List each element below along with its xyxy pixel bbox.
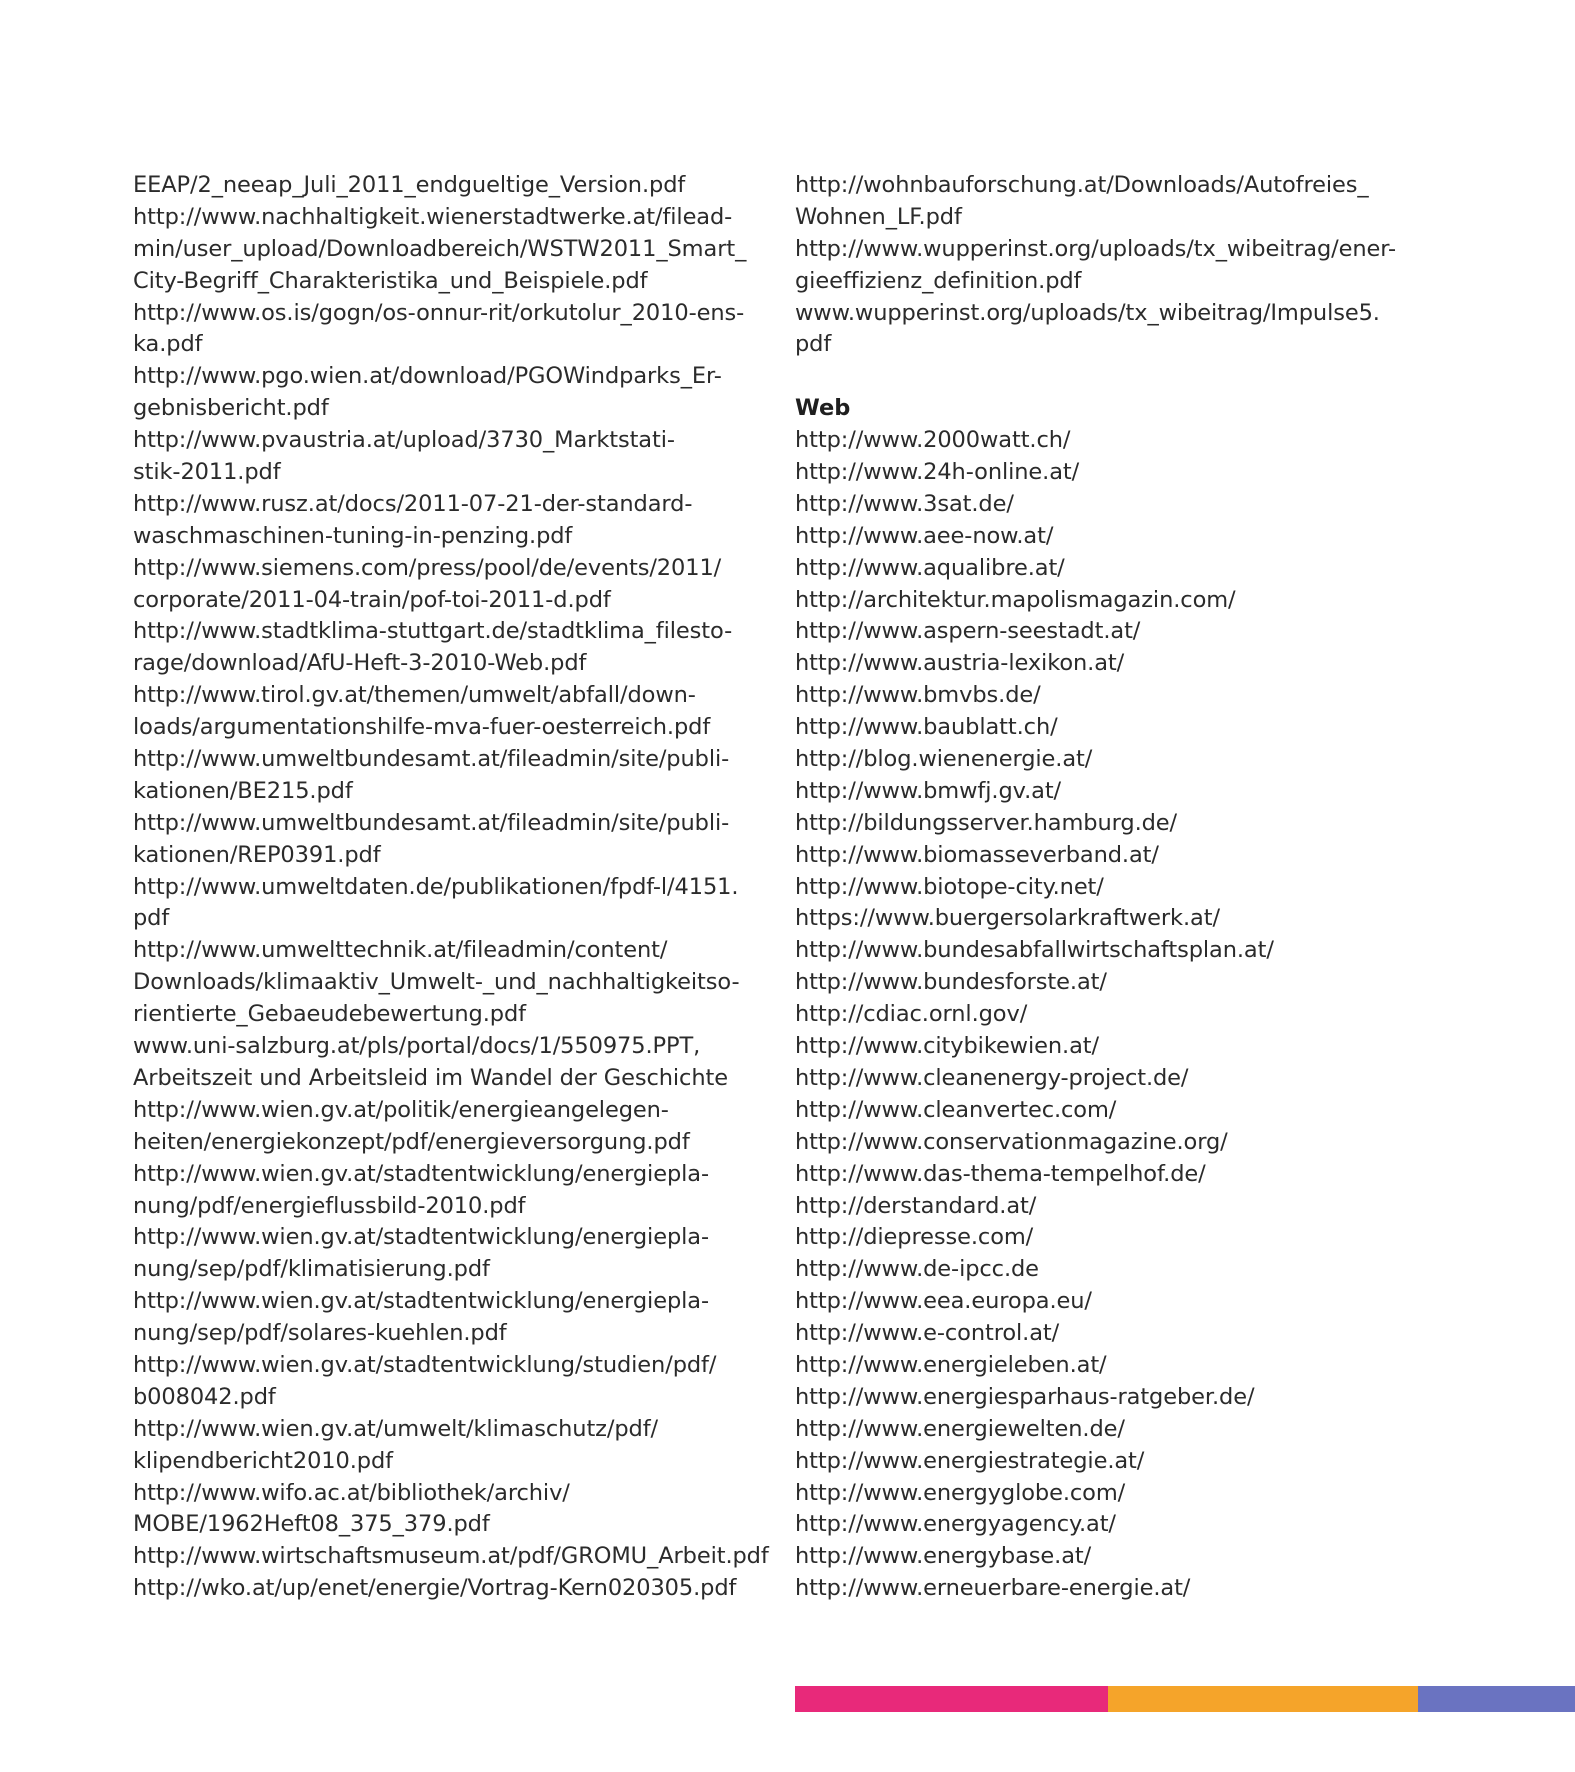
reference-line: http://www.umwelttechnik.at/fileadmin/content/ <box>133 937 668 964</box>
web-link[interactable]: http://derstandard.at/ <box>795 1192 1037 1219</box>
reference-line: kationen/REP0391.pdf <box>133 841 381 868</box>
reference-line: klipendbericht2010.pdf <box>133 1447 393 1474</box>
web-link[interactable]: http://www.biomasseverband.at/ <box>795 841 1159 868</box>
reference-line: rage/download/AfU-Heft-3-2010-Web.pdf <box>133 650 587 677</box>
web-link[interactable]: http://www.baublatt.ch/ <box>795 714 1058 741</box>
reference-line: MOBE/1962Heft08_375_379.pdf <box>133 1511 490 1538</box>
reference-line: http://www.umweltbundesamt.at/fileadmin/site/publi- <box>133 746 730 773</box>
reference-line: http://www.pgo.wien.at/download/PGOWindparks_Er- <box>133 363 722 390</box>
reference-line: http://www.umweltbundesamt.at/fileadmin/site/publi- <box>133 809 730 836</box>
web-link[interactable]: http://www.aspern-seestadt.at/ <box>795 618 1141 645</box>
web-link[interactable]: http://www.energieleben.at/ <box>795 1351 1107 1378</box>
reference-line: nung/sep/pdf/solares-kuehlen.pdf <box>133 1320 507 1347</box>
reference-line: nung/pdf/energieflussbild-2010.pdf <box>133 1192 526 1219</box>
reference-line: kationen/BE215.pdf <box>133 777 353 804</box>
web-link[interactable]: http://www.e-control.at/ <box>795 1320 1060 1347</box>
reference-line: stik-2011.pdf <box>133 459 281 486</box>
reference-line: www.wupperinst.org/uploads/tx_wibeitrag/Impulse5. <box>795 299 1380 326</box>
reference-line: EEAP/2_neeap_Juli_2011_endgueltige_Version.pdf <box>133 172 686 198</box>
reference-line: loads/argumentationshilfe-mva-fuer-oesterreich.pdf <box>133 714 711 741</box>
reference-line: http://www.siemens.com/press/pool/de/events/2011/ <box>133 554 722 581</box>
reference-line: http://www.wien.gv.at/stadtentwicklung/studien/pdf/ <box>133 1351 717 1378</box>
footer-bar-orange <box>1108 1686 1418 1712</box>
reference-line: nung/sep/pdf/klimatisierung.pdf <box>133 1256 490 1283</box>
reference-line: pdf <box>133 905 170 932</box>
web-link[interactable]: https://www.buergersolarkraftwerk.at/ <box>795 905 1220 932</box>
reference-line: http://www.wien.gv.at/stadtentwicklung/energiepla- <box>133 1160 709 1187</box>
web-link[interactable]: http://www.bundesabfallwirtschaftsplan.at/ <box>795 937 1274 964</box>
web-link[interactable]: http://www.bundesforste.at/ <box>795 969 1107 996</box>
web-link[interactable]: http://cdiac.ornl.gov/ <box>795 1001 1028 1028</box>
web-link[interactable]: http://www.energybase.at/ <box>795 1543 1092 1570</box>
web-link[interactable]: http://www.austria-lexikon.at/ <box>795 650 1125 677</box>
reference-line: gieeffizienz_definition.pdf <box>795 267 1082 294</box>
reference-line: http://www.wien.gv.at/politik/energieangelegen- <box>133 1096 669 1123</box>
reference-line: http://www.os.is/gogn/os-onnur-rit/orkutolur_2010-ens- <box>133 299 745 326</box>
reference-line: http://www.wien.gv.at/stadtentwicklung/energiepla- <box>133 1224 709 1251</box>
web-link[interactable]: http://blog.wienenergie.at/ <box>795 746 1093 773</box>
web-link[interactable]: http://www.citybikewien.at/ <box>795 1033 1099 1060</box>
reference-column-right <box>795 170 1495 1605</box>
reference-line: corporate/2011-04-train/pof-toi-2011-d.pdf <box>133 586 611 613</box>
web-link[interactable]: http://www.energyglobe.com/ <box>795 1479 1126 1506</box>
web-link[interactable]: http://www.energiesparhaus-ratgeber.de/ <box>795 1383 1255 1410</box>
reference-line: http://wohnbauforschung.at/Downloads/Autofreies_ <box>795 172 1369 198</box>
web-link[interactable]: http://architektur.mapolismagazin.com/ <box>795 586 1236 613</box>
reference-line: http://www.tirol.gv.at/themen/umwelt/abfall/down- <box>133 682 696 709</box>
reference-line: Arbeitszeit und Arbeitsleid im Wandel der Geschichte <box>133 1064 728 1091</box>
reference-line: http://www.wien.gv.at/umwelt/klimaschutz/pdf/ <box>133 1415 659 1442</box>
web-link[interactable]: http://bildungsserver.hamburg.de/ <box>795 809 1178 836</box>
web-link[interactable]: http://www.energiewelten.de/ <box>795 1415 1125 1442</box>
web-link[interactable]: http://www.de-ipcc.de <box>795 1256 1039 1283</box>
reference-line: ka.pdf <box>133 331 203 358</box>
reference-line: City-Begriff_Charakteristika_und_Beispiele.pdf <box>133 267 648 294</box>
web-link[interactable]: http://www.2000watt.ch/ <box>795 427 1071 454</box>
reference-line: rientierte_Gebaeudebewertung.pdf <box>133 1001 526 1028</box>
web-link-list <box>795 425 1495 1605</box>
web-link[interactable]: http://www.3sat.de/ <box>795 490 1014 517</box>
web-link[interactable]: http://www.biotope-city.net/ <box>795 873 1104 900</box>
reference-line: Downloads/klimaaktiv_Umwelt-_und_nachhaltigkeitso- <box>133 969 740 996</box>
reference-line: http://www.wirtschaftsmuseum.at/pdf/GROMU_Arbeit.pdf <box>133 1543 769 1570</box>
reference-line: b008042.pdf <box>133 1383 276 1410</box>
reference-line: http://wko.at/up/enet/energie/Vortrag-Kern020305.pdf <box>133 1575 737 1602</box>
reference-line: gebnisbericht.pdf <box>133 395 329 422</box>
web-link[interactable]: http://www.energiestrategie.at/ <box>795 1447 1145 1474</box>
reference-line: heiten/energiekonzept/pdf/energieversorgung.pdf <box>133 1128 690 1155</box>
reference-line: Wohnen_LF.pdf <box>795 203 962 230</box>
reference-line: www.uni-salzburg.at/pls/portal/docs/1/550975.PPT, <box>133 1033 701 1060</box>
reference-line: http://www.umweltdaten.de/publikationen/fpdf-l/4151. <box>133 873 739 900</box>
spacer <box>795 361 1495 393</box>
web-link[interactable]: http://www.das-thema-tempelhof.de/ <box>795 1160 1206 1187</box>
reference-line: http://www.wien.gv.at/stadtentwicklung/energiepla- <box>133 1288 709 1315</box>
reference-line: http://www.wupperinst.org/uploads/tx_wibeitrag/ener- <box>795 235 1396 262</box>
web-link[interactable]: http://www.erneuerbare-energie.at/ <box>795 1575 1191 1602</box>
web-link[interactable]: http://www.cleanenergy-project.de/ <box>795 1064 1189 1091</box>
reference-line: pdf <box>795 331 832 358</box>
web-link[interactable]: http://www.24h-online.at/ <box>795 459 1080 486</box>
reference-column-left <box>133 170 773 1605</box>
reference-list-continued <box>795 170 1495 361</box>
web-link[interactable]: http://www.bmwfj.gv.at/ <box>795 777 1062 804</box>
reference-line: min/user_upload/Downloadbereich/WSTW2011_Smart_ <box>133 235 747 262</box>
reference-line: http://www.nachhaltigkeit.wienerstadtwerke.at/filead- <box>133 203 733 230</box>
web-link[interactable]: http://www.cleanvertec.com/ <box>795 1096 1117 1123</box>
web-link[interactable]: http://www.conservationmagazine.org/ <box>795 1128 1228 1155</box>
reference-line: http://www.rusz.at/docs/2011-07-21-der-standard- <box>133 490 693 517</box>
reference-line: http://www.pvaustria.at/upload/3730_Marktstati- <box>133 427 675 454</box>
web-link[interactable]: http://www.aee-now.at/ <box>795 522 1054 549</box>
web-section-heading: Web <box>795 395 851 422</box>
web-link[interactable]: http://www.energyagency.at/ <box>795 1511 1116 1538</box>
footer-bar-blue <box>1418 1686 1575 1712</box>
web-link[interactable]: http://www.bmvbs.de/ <box>795 682 1041 709</box>
web-link[interactable]: http://diepresse.com/ <box>795 1224 1034 1251</box>
reference-line: http://www.stadtklima-stuttgart.de/stadtklima_filesto- <box>133 618 733 645</box>
reference-line: waschmaschinen-tuning-in-penzing.pdf <box>133 522 573 549</box>
footer-bar-pink <box>795 1686 1108 1712</box>
reference-line: http://www.wifo.ac.at/bibliothek/archiv/ <box>133 1479 570 1506</box>
web-link[interactable]: http://www.aqualibre.at/ <box>795 554 1065 581</box>
web-link[interactable]: http://www.eea.europa.eu/ <box>795 1288 1092 1315</box>
